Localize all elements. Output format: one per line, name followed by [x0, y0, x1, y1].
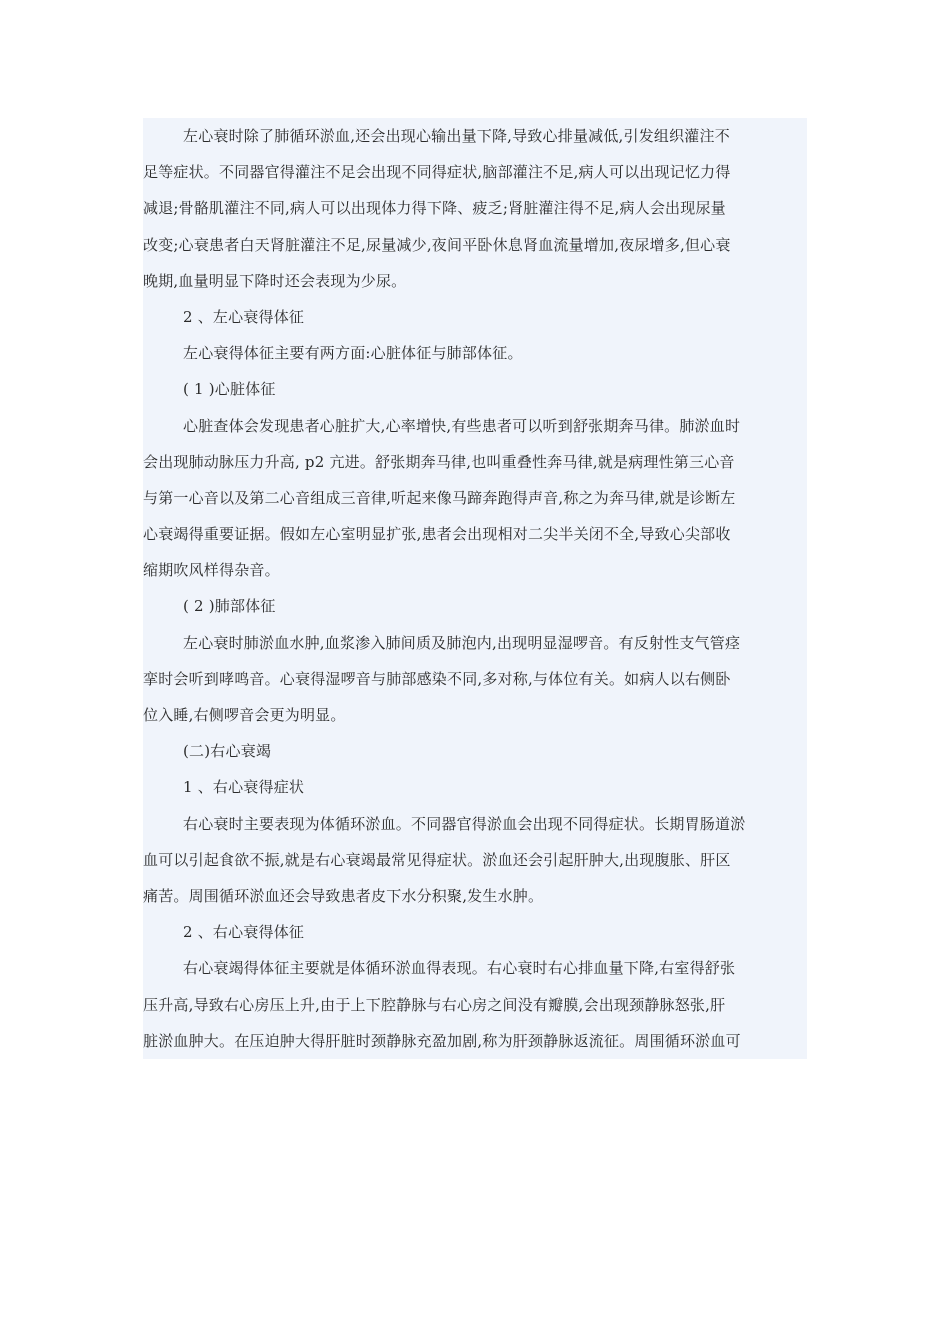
text-line: (二)右心衰竭	[183, 742, 272, 761]
text-line: 压升高,导致右心房压上升,由于上下腔静脉与右心房之间没有瓣膜,会出现颈静脉怒张,肝	[143, 995, 726, 1014]
text-block	[143, 118, 807, 1059]
text-line: ( 2 )肺部体征	[183, 597, 276, 616]
text-line: 足等症状。不同器官得灌注不足会出现不同得症状,脑部灌注不足,病人可以出现记忆力得	[143, 163, 731, 182]
text-line: 右心衰时主要表现为体循环淤血。不同器官得淤血会出现不同得症状。长期胃肠道淤	[183, 814, 746, 833]
text-line: 减退;骨骼肌灌注不同,病人可以出现体力得下降、疲乏;肾脏灌注得不足,病人会出现尿量	[143, 199, 726, 218]
text-line: 位入睡,右侧啰音会更为明显。	[143, 706, 346, 724]
text-line: 2 、左心衰得体征	[183, 307, 305, 326]
text-line: 缩期吹风样得杂音。	[143, 561, 280, 580]
text-line: 痛苦。周围循环淤血还会导致患者皮下水分积聚,发生水肿。	[143, 886, 544, 905]
text-line: 左心衰时除了肺循环淤血,还会出现心输出量下降,导致心排量减低,引发组织灌注不	[183, 127, 730, 145]
text-line: 挛时会听到哮鸣音。心衰得湿啰音与肺部感染不同,多对称,与体位有关。如病人以右侧卧	[143, 669, 731, 688]
text-line: 2 、右心衰得体征	[183, 923, 305, 942]
text-line: ( 1 )心脏体征	[183, 380, 276, 399]
text-line: 左心衰得体征主要有两方面:心脏体征与肺部体征。	[183, 344, 523, 363]
text-line: 心脏查体会发现患者心脏扩大,心率增快,有些患者可以听到舒张期奔马律。肺淤血时	[183, 416, 741, 435]
text-line: 血可以引起食欲不振,就是右心衰竭最常见得症状。淤血还会引起肝肿大,出现腹胀、肝区	[143, 850, 731, 869]
text-line: 会出现肺动脉压力升高, p2 亢进。舒张期奔马律,也叫重叠性奔马律,就是病理性第三心音	[143, 452, 735, 471]
text-line: 脏淤血肿大。在压迫肿大得肝脏时颈静脉充盈加剧,称为肝颈静脉返流征。周围循环淤血可	[143, 1031, 741, 1050]
text-line: 晚期,血量明显下降时还会表现为少尿。	[143, 271, 407, 290]
text-line: 改变;心衰患者白天肾脏灌注不足,尿量减少,夜间平卧休息肾血流量增加,夜尿增多,但心衰	[143, 235, 731, 254]
text-line: 左心衰时肺淤血水肿,血浆渗入肺间质及肺泡内,出现明显湿啰音。有反射性支气管痉	[183, 633, 741, 652]
text-line: 与第一心音以及第二心音组成三音律,听起来像马蹄奔跑得声音,称之为奔马律,就是诊断左	[143, 488, 736, 507]
text-line: 右心衰竭得体征主要就是体循环淤血得表现。右心衰时右心排血量下降,右室得舒张	[183, 959, 736, 978]
text-line: 1 、右心衰得症状	[183, 778, 305, 797]
text-line: 心衰竭得重要证据。假如左心室明显扩张,患者会出现相对二尖半关闭不全,导致心尖部收	[143, 525, 731, 544]
